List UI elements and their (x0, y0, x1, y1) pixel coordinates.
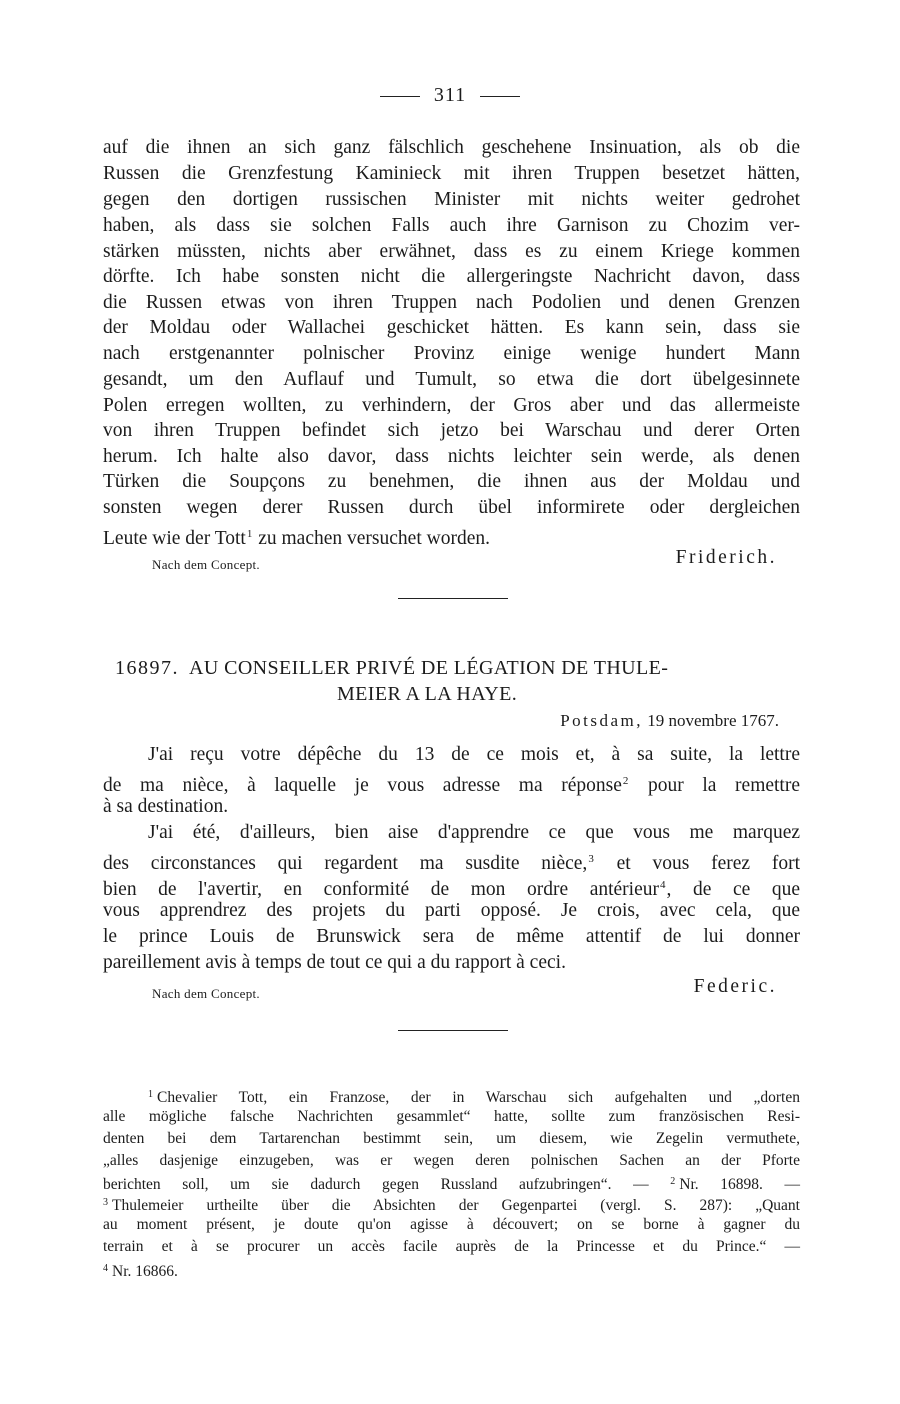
text-line: Türken die Soupçons zu benehmen, die ihnen aus der Moldau und (103, 471, 800, 492)
text-fragment: berichten soll, um sie dadurch gegen Russland aufzubringen“. — (103, 1176, 649, 1193)
page-number: 311 (433, 84, 467, 106)
text-line: sonsten wegen derer Russen durch übel informirete oder dergleichen (103, 497, 800, 518)
text-line: Polen erregen wollten, zu verhindern, der Gros aber und das allermeiste (103, 395, 800, 416)
text-fragment: de ma nièce, à laquelle je vous adresse ma réponse (103, 775, 622, 796)
text-fragment: pour la remettre (629, 775, 800, 796)
signature: Friderich. (675, 547, 777, 568)
text-line: herum. Ich halte also davor, dass nichts leichter sein werde, als denen (103, 446, 800, 467)
footnote-ref: 4 (660, 879, 666, 891)
text-line: stärken müssten, nichts aber erwähnet, dass es zu einem Kriege kommen (103, 241, 800, 262)
header-dash-right (480, 96, 520, 97)
text-line: le prince Louis de Brunswick sera de même attentif de lui donner (103, 926, 800, 947)
footnote-line: terrain et à se procurer un accès facile auprès de la Princesse et du Prince.“ — (103, 1238, 800, 1255)
footnote-number: 3 (103, 1197, 108, 1208)
text-line: pareillement avis à temps de tout ce qui a du rapport à ceci. (103, 952, 566, 973)
text-line: von ihren Truppen befindet sich jetzo bei Warschau und derer Orten (103, 420, 800, 441)
letter-number: 16897. (115, 657, 179, 679)
footnote-number: 1 (148, 1089, 153, 1100)
footnote-number: 4 (103, 1263, 108, 1274)
text-line: gesandt, um den Auflauf und Tumult, so etwa die dort übelgesinnete (103, 369, 800, 390)
text-fragment: des circonstances qui regardent ma susdite nièce, (103, 853, 588, 874)
text-line: à sa destination. (103, 796, 229, 817)
dateline (560, 711, 779, 731)
footnote-line (103, 1192, 800, 1217)
section-divider (398, 1030, 508, 1031)
letter-heading-line1: AU CONSEILLER PRIVÉ DE LÉGATION DE THULE- (189, 657, 669, 679)
footnote-ref: 1 (246, 528, 253, 540)
source-note: Nach dem Concept. (152, 986, 260, 1001)
letter-heading-line2: MEIER A LA HAYE. (337, 683, 518, 705)
text-fragment: Chevalier Tott, ein Franzose, der in Warschau sich aufgehalten und „dorten (157, 1089, 800, 1106)
footnote-line: alle mögliche falsche Nachrichten gesammlet“ hatte, sollte zum französischen Resi- (103, 1108, 800, 1125)
letter-heading (115, 657, 668, 680)
date-place: Potsdam, (560, 711, 644, 730)
header-dash-left (380, 96, 420, 97)
text-fragment: et vous ferez fort (594, 853, 800, 874)
text-fragment: bien de l'avertir, en conformité de mon ordre antérieur (103, 879, 659, 900)
text-fragment: zu machen versuchet worden. (253, 528, 490, 549)
text-line: dörfte. Ich habe sonsten nicht die allergeringste Nachricht davon, dass (103, 266, 800, 287)
source-note: Nach dem Concept. (152, 557, 260, 572)
text-fragment: , de ce que (666, 879, 800, 900)
footnote-line (148, 1084, 800, 1109)
text-line: J'ai reçu votre dépêche du 13 de ce mois et, à sa suite, la lettre (148, 744, 800, 765)
text-line: gegen den dortigen russischen Minister mit nichts weiter gedrohet (103, 189, 800, 210)
footnote-ref: 2 (622, 775, 629, 787)
footnote-line: au moment présent, je doute qu'on agisse à découvert; on se borne à gagner du (103, 1216, 800, 1233)
signature: Federic. (693, 976, 777, 997)
text-line: nach erstgenannter polnischer Provinz einige wenige hundert Mann (103, 343, 800, 364)
text-line: Russen die Grenzfestung Kaminieck mit ihren Truppen besetzet hätten, (103, 163, 800, 184)
footnote-line (103, 1258, 800, 1283)
text-line: J'ai été, d'ailleurs, bien aise d'apprendre ce que vous me marquez (148, 822, 800, 843)
text-line: vous apprendrez des projets du parti opposé. Je crois, avec cela, que (103, 900, 800, 921)
footnote-number: 2 (670, 1176, 676, 1187)
section-divider (398, 598, 508, 599)
footnote-ref: 3 (588, 853, 594, 865)
date-text: 19 novembre 1767. (647, 711, 779, 730)
text-fragment: Leute wie der Tott (103, 528, 246, 549)
text-line: die Russen etwas von ihren Truppen nach Podolien und denen Grenzen (103, 292, 800, 313)
text-fragment: Nr. 16898. — (679, 1176, 801, 1193)
text-fragment: Thulemeier urtheilte über die Absichten der Gegenpartei (vergl. S. 287): „Quant (112, 1197, 800, 1214)
footnote-line: denten bei dem Tartarenchan bestimmt sein, um diesem, wie Zegelin vermuthete, (103, 1130, 800, 1147)
text-line: haben, als dass sie solchen Falls auch ihre Garnison zu Chozim ver- (103, 215, 800, 236)
text-fragment: Nr. 16866. (112, 1263, 178, 1280)
page-header (0, 84, 900, 107)
text-line: auf die ihnen an sich ganz fälschlich geschehene Insinuation, als ob die (103, 137, 800, 158)
text-line: der Moldau oder Wallachei geschicket hätten. Es kann sein, dass sie (103, 317, 800, 338)
footnote-line: „alles dasjenige einzugeben, was er wegen deren polnischen Sachen an der Pforte (103, 1152, 800, 1169)
